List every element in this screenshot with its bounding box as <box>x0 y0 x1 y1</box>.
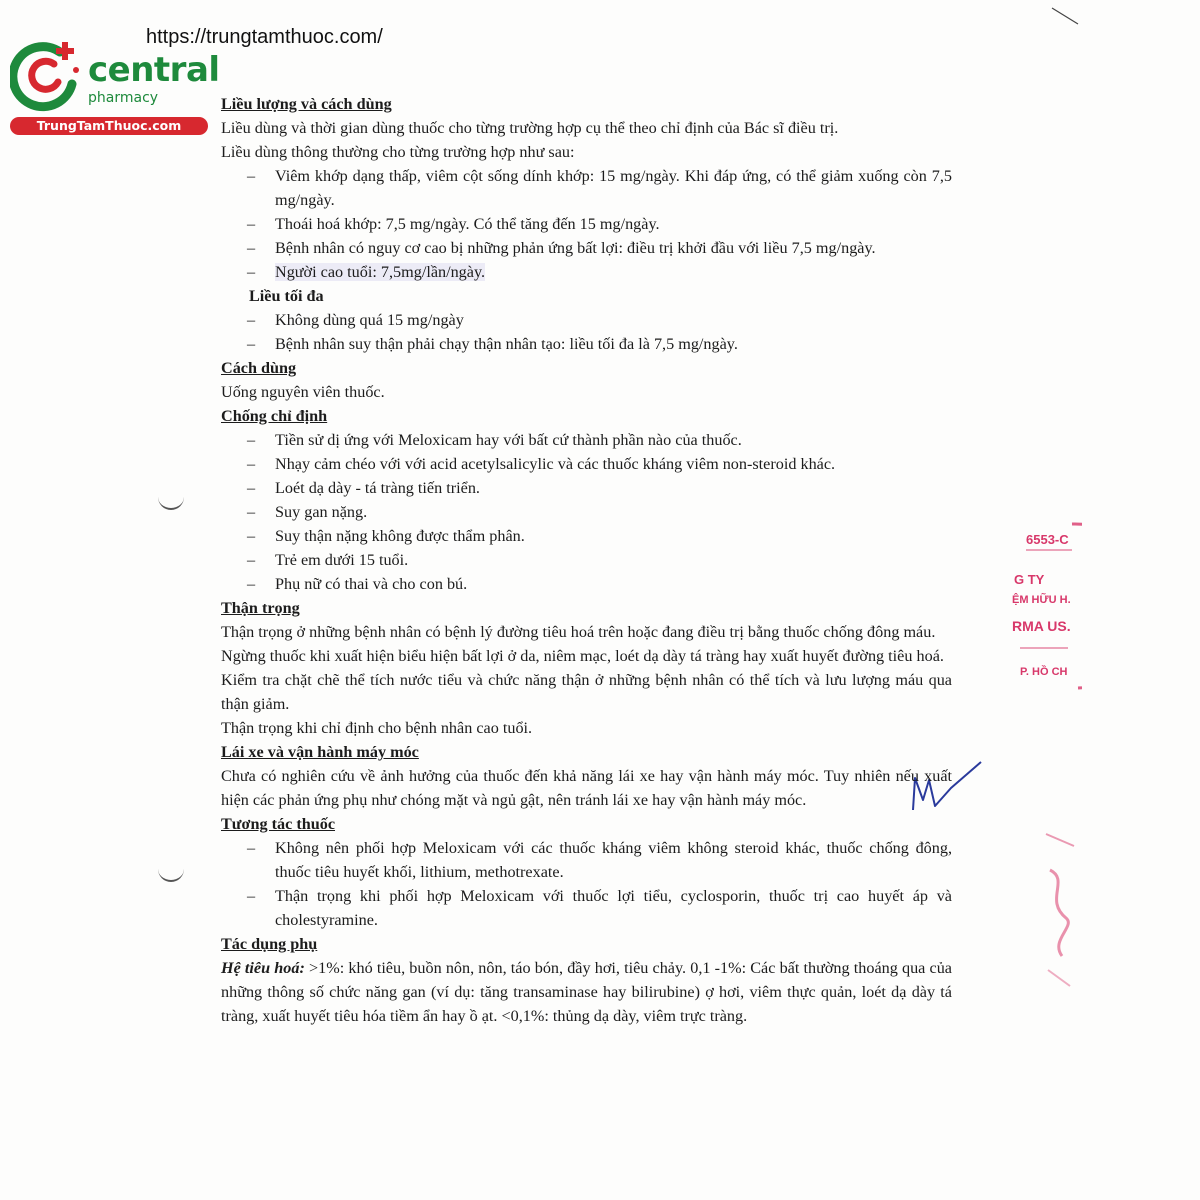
inline-label: Hệ tiêu hoá: <box>221 959 305 977</box>
paragraph: Kiểm tra chặt chẽ thể tích nước tiểu và chức năng thận ở những bệnh nhân có thể tích và lưu lượng máu qua thận giảm. <box>221 671 952 713</box>
page-fold-mark <box>1050 6 1080 26</box>
section-heading-side-effects: Tác dụng phụ <box>221 935 318 953</box>
list-item: – Suy gan nặng. <box>221 500 952 524</box>
stamp-line: 6553-C <box>1026 532 1069 547</box>
paragraph: Ngừng thuốc khi xuất hiện biểu hiện bất lợi ở da, niêm mạc, loét dạ dày tá tràng hay xuất huyết đường tiêu hoá. <box>221 647 944 665</box>
section-heading-interaction: Tương tác thuốc <box>221 815 336 833</box>
list-item <box>221 260 952 284</box>
list-item: – Suy thận nặng không được thẩm phân. <box>221 524 952 548</box>
section-heading-driving: Lái xe và vận hành máy móc <box>221 743 419 761</box>
leaflet-content <box>221 92 952 1028</box>
logo-badge: TrungTamThuoc.com <box>10 117 208 135</box>
punch-hole-mark <box>158 866 184 882</box>
company-stamp <box>1012 520 1082 690</box>
inline-text: >1%: khó tiêu, buồn nôn, nôn, táo bón, đầy hơi, tiêu chảy. 0,1 -1%: Các bất thường thoáng qua của những thông số chức năng gan (ví dụ: tăng transaminase hay bilirubine) ợ hơi, viêm thực quản, loét dạ dày tá tràng, xuất huyết tiêu hóa tiềm ẩn hay ồ ạt. <0,1%: thủng dạ dày, viêm trực tràng. <box>221 959 952 1025</box>
list-item: – Phụ nữ có thai và cho con bú. <box>221 572 952 596</box>
list-item: – Không nên phối hợp Meloxicam với các thuốc kháng viêm không steroid khác, thuốc chống đông, thuốc tiêu huyết khối, lithium, methotrexate. <box>221 836 952 884</box>
subheading-max-dose: Liều tối đa <box>249 287 324 305</box>
paragraph: Uống nguyên viên thuốc. <box>221 383 385 401</box>
pharmacy-logo-icon <box>10 38 86 114</box>
stamp-line: ỆM HỮU H. <box>1012 594 1071 606</box>
paragraph: Chưa có nghiên cứu về ảnh hưởng của thuốc đến khả năng lái xe hay vận hành máy móc. Tuy nhiên nếu xuất hiện các phản ứng phụ như chóng mặt và ngủ gật, nên tránh lái xe hay vận hành máy móc. <box>221 767 952 809</box>
paragraph: Thận trọng khi chỉ định cho bệnh nhân cao tuổi. <box>221 719 533 737</box>
central-pharmacy-logo <box>10 38 220 138</box>
interaction-list <box>221 836 952 932</box>
list-item: – Bệnh nhân suy thận phải chạy thận nhân tạo: liều tối đa là 7,5 mg/ngày. <box>221 332 952 356</box>
list-item: – Thoái hoá khớp: 7,5 mg/ngày. Có thể tăng đến 15 mg/ngày. <box>221 212 952 236</box>
max-dose-list <box>221 308 952 356</box>
paragraph: Liều dùng và thời gian dùng thuốc cho từng trường hợp cụ thể theo chỉ định của Bác sĩ điều trị. <box>221 119 839 137</box>
source-url: https://trungtamthuoc.com/ <box>146 26 383 48</box>
list-item: – Nhạy cảm chéo với với acid acetylsalicylic và các thuốc kháng viêm non-steroid khác. <box>221 452 952 476</box>
stamp-line: RMA US. <box>1012 618 1071 634</box>
paragraph: Liều dùng thông thường cho từng trường hợp như sau: <box>221 143 575 161</box>
section-heading-caution: Thận trọng <box>221 599 300 617</box>
list-item: – Loét dạ dày - tá tràng tiến triển. <box>221 476 952 500</box>
section-heading-usage: Cách dùng <box>221 359 297 377</box>
list-item: – Không dùng quá 15 mg/ngày <box>221 308 952 332</box>
punch-hole-mark <box>158 494 184 510</box>
list-item: – Trẻ em dưới 15 tuổi. <box>221 548 952 572</box>
list-item: – Bệnh nhân có nguy cơ cao bị những phản ứng bất lợi: điều trị khởi đầu với liều 7,5 mg/ngày. <box>221 236 952 260</box>
dosage-list <box>221 164 952 284</box>
paragraph <box>221 956 952 1028</box>
stamp-line: G TY <box>1014 572 1045 587</box>
logo-wordmark: central <box>88 50 220 90</box>
section-heading-dosage: Liều lượng và cách dùng <box>221 95 392 113</box>
highlighted-text: Người cao tuổi: 7,5mg/lần/ngày. <box>275 263 486 281</box>
contraindications-list <box>221 428 952 596</box>
logo-subtitle: pharmacy <box>88 90 159 106</box>
paragraph: Thận trọng ở những bệnh nhân có bệnh lý đường tiêu hoá trên hoặc đang điều trị bằng thuốc chống đông máu. <box>221 623 936 641</box>
list-item: – Thận trọng khi phối hợp Meloxicam với thuốc lợi tiểu, cyclosporin, thuốc trị cao huyết áp và cholestyramine. <box>221 884 952 932</box>
list-item: – Viêm khớp dạng thấp, viêm cột sống dính khớp: 15 mg/ngày. Khi đáp ứng, có thể giảm xuống còn 7,5 mg/ngày. <box>221 164 952 212</box>
section-heading-contraindications: Chống chỉ định <box>221 407 328 425</box>
stamp-line: P. HỒ CH <box>1020 666 1068 678</box>
list-item: – Tiền sử dị ứng với Meloxicam hay với bất cứ thành phần nào của thuốc. <box>221 428 952 452</box>
stamp-smudge <box>1040 830 1080 990</box>
